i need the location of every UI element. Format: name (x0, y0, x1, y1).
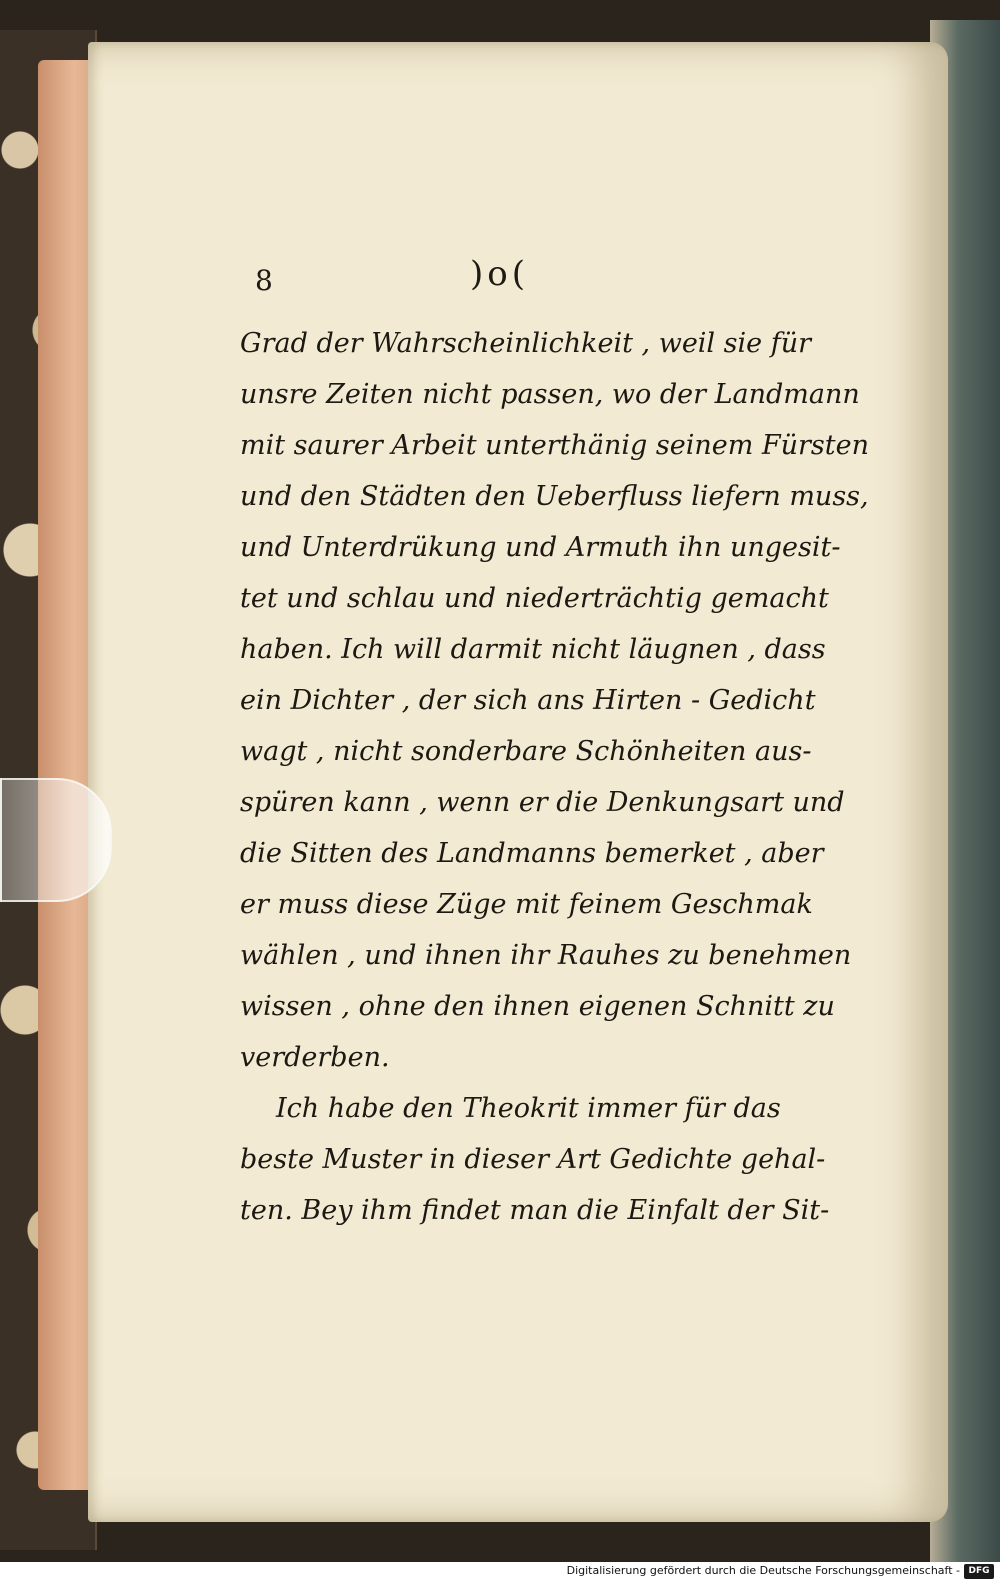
paragraph-start-line: Ich habe den Theokrit immer für das (276, 1093, 781, 1124)
text-line: wissen , ohne den ihnen eigenen Schnitt zu (240, 991, 835, 1022)
text-line: beste Muster in dieser Art Gedichte gehal- (240, 1144, 826, 1175)
text-line: die Sitten des Landmanns bemerket , aber (240, 838, 824, 869)
page-header (0, 252, 1000, 302)
text-line: wagt , nicht sonderbare Schönheiten aus- (240, 736, 812, 767)
digitization-credit-bar (0, 1562, 1000, 1582)
page-clip (0, 778, 112, 902)
text-line: ein Dichter , der sich ans Hirten - Gedicht (240, 685, 816, 716)
page-body-text (240, 318, 869, 1236)
dfg-logo: DFG (964, 1564, 994, 1579)
header-ornament: )o( (470, 254, 529, 294)
text-line: wählen , und ihnen ihr Rauhes zu benehmen (240, 940, 852, 971)
text-line: und den Städten den Ueberfluss liefern muss, (240, 481, 869, 512)
text-line: haben. Ich will darmit nicht läugnen , dass (240, 634, 826, 665)
text-line: und Unterdrükung und Armuth ihn ungesit- (240, 532, 841, 563)
text-line: tet und schlau und niederträchtig gemacht (240, 583, 829, 614)
credit-text: Digitalisierung gefördert durch die Deutsche Forschungsgemeinschaft - (566, 1564, 960, 1577)
text-line: er muss diese Züge mit feinem Geschmak (240, 889, 813, 920)
text-line: unsre Zeiten nicht passen, wo der Landmann (240, 379, 860, 410)
text-line: mit saurer Arbeit unterthänig seinem Fürsten (240, 430, 869, 461)
text-line: spüren kann , wenn er die Denkungsart und (240, 787, 845, 818)
text-line: Grad der Wahrscheinlichkeit , weil sie für (240, 328, 811, 359)
text-line: ten. Bey ihm findet man die Einfalt der Sit- (240, 1195, 830, 1226)
text-line: verderben. (240, 1042, 390, 1073)
page-number: 8 (255, 264, 273, 297)
